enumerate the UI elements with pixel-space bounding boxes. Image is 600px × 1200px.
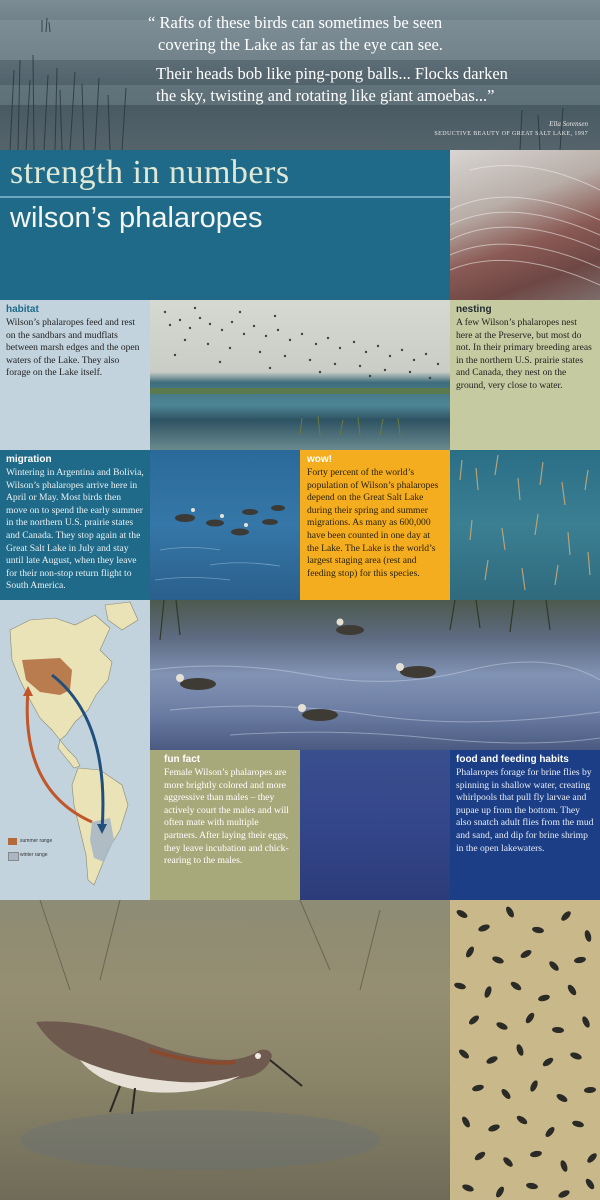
habitat-panel <box>0 300 150 450</box>
habitat-text: Wilson’s phalaropes feed and rest on the sandbars and mudflats between marsh edges and the open waters of the Lake. They also forage on the Lake itself. <box>6 317 140 379</box>
fun-fact-heading: fun fact <box>164 754 201 765</box>
migration-text: Wintering in Argentina and Bolivia, Wilson’s phalaropes arrive here in April or May. Most birds then move on to spend the early summer in the northern U.S. prairie states and Canada. They stop again at the Great Salt Lake in July and stay until late August, when they leave for their non-stop return flight to South America. <box>6 467 144 592</box>
legend-winter-label: winter range <box>20 852 48 858</box>
fun-fact-panel <box>150 750 300 900</box>
flock-over-lake-photo <box>150 300 450 450</box>
page-title: strength in numbers <box>10 154 290 191</box>
brine-flies-photo <box>450 900 600 1200</box>
legend-summer-label: summer range <box>20 838 53 844</box>
wow-panel <box>300 450 450 600</box>
legend-summer-swatch <box>8 838 17 845</box>
habitat-heading: habitat <box>6 304 39 315</box>
quote-source: SEDUCTIVE BEAUTY OF GREAT SALT LAKE, 1997 <box>434 131 588 137</box>
migration-panel <box>0 450 150 600</box>
title-panel <box>0 150 450 300</box>
migration-map <box>0 600 150 900</box>
wading-bird-silhouette <box>36 1021 302 1114</box>
nesting-panel <box>450 300 600 450</box>
title-divider <box>0 196 450 198</box>
quote-line-3: Their heads bob like ping-pong balls... Flocks darken <box>156 64 508 83</box>
reeds-in-water-photo <box>450 450 600 600</box>
quote-line-1: “ Rafts of these birds can sometimes be seen <box>148 13 443 32</box>
quote-line-4: the sky, twisting and rotating like giant amoebas...” <box>156 86 495 105</box>
food-text: Phalaropes forage for brine flies by spinning in shallow water, creating whirlpools that pull fly larvae and pupae up from the bottom. They also snatch adult flies from the mud and sand, and dip for brine shrimp in the open lakewaters. <box>456 767 594 854</box>
quote-banner <box>0 0 600 150</box>
phalaropes-swimming-photo <box>150 600 600 750</box>
quote-author: Ella Sorensen <box>549 120 588 128</box>
phalarope-wading-photo <box>0 900 450 1200</box>
bird-silhouettes <box>176 619 436 722</box>
wow-heading: wow! <box>307 454 332 465</box>
nesting-text: A few Wilson’s phalaropes nest here at the Preserve, but most do not. In their primary breeding areas in the northern U.S. prairie states and Canada, they nest on the ground, very close to water. <box>456 317 592 391</box>
legend-winter-swatch <box>8 852 19 861</box>
page-subtitle: wilson’s phalaropes <box>10 202 263 234</box>
feather-closeup-photo <box>450 150 600 300</box>
wow-text: Forty percent of the world’s population of Wilson’s phalaropes depend on the Great Salt Lake during their spring and summer migrations. As many as 600,000 have been counted in one day at the Lake. The Lake is the world’s largest staging area (rest and feeding stop) for this species. <box>307 467 439 579</box>
quote-line-2: covering the Lake as far as the eye can see. <box>158 35 443 54</box>
fun-fact-text: Female Wilson’s phalaropes are more brightly colored and more aggressive than males – they actively court the males and will often mate with multiple partners. After laying their eggs, they leave incubation and chick-rearing to the males. <box>164 767 289 867</box>
food-panel <box>450 750 600 900</box>
migration-heading: migration <box>6 454 52 465</box>
blue-water-photo <box>300 750 450 900</box>
swimming-flock-photo <box>150 450 300 600</box>
food-heading: food and feeding habits <box>456 754 569 765</box>
nesting-heading: nesting <box>456 304 492 315</box>
